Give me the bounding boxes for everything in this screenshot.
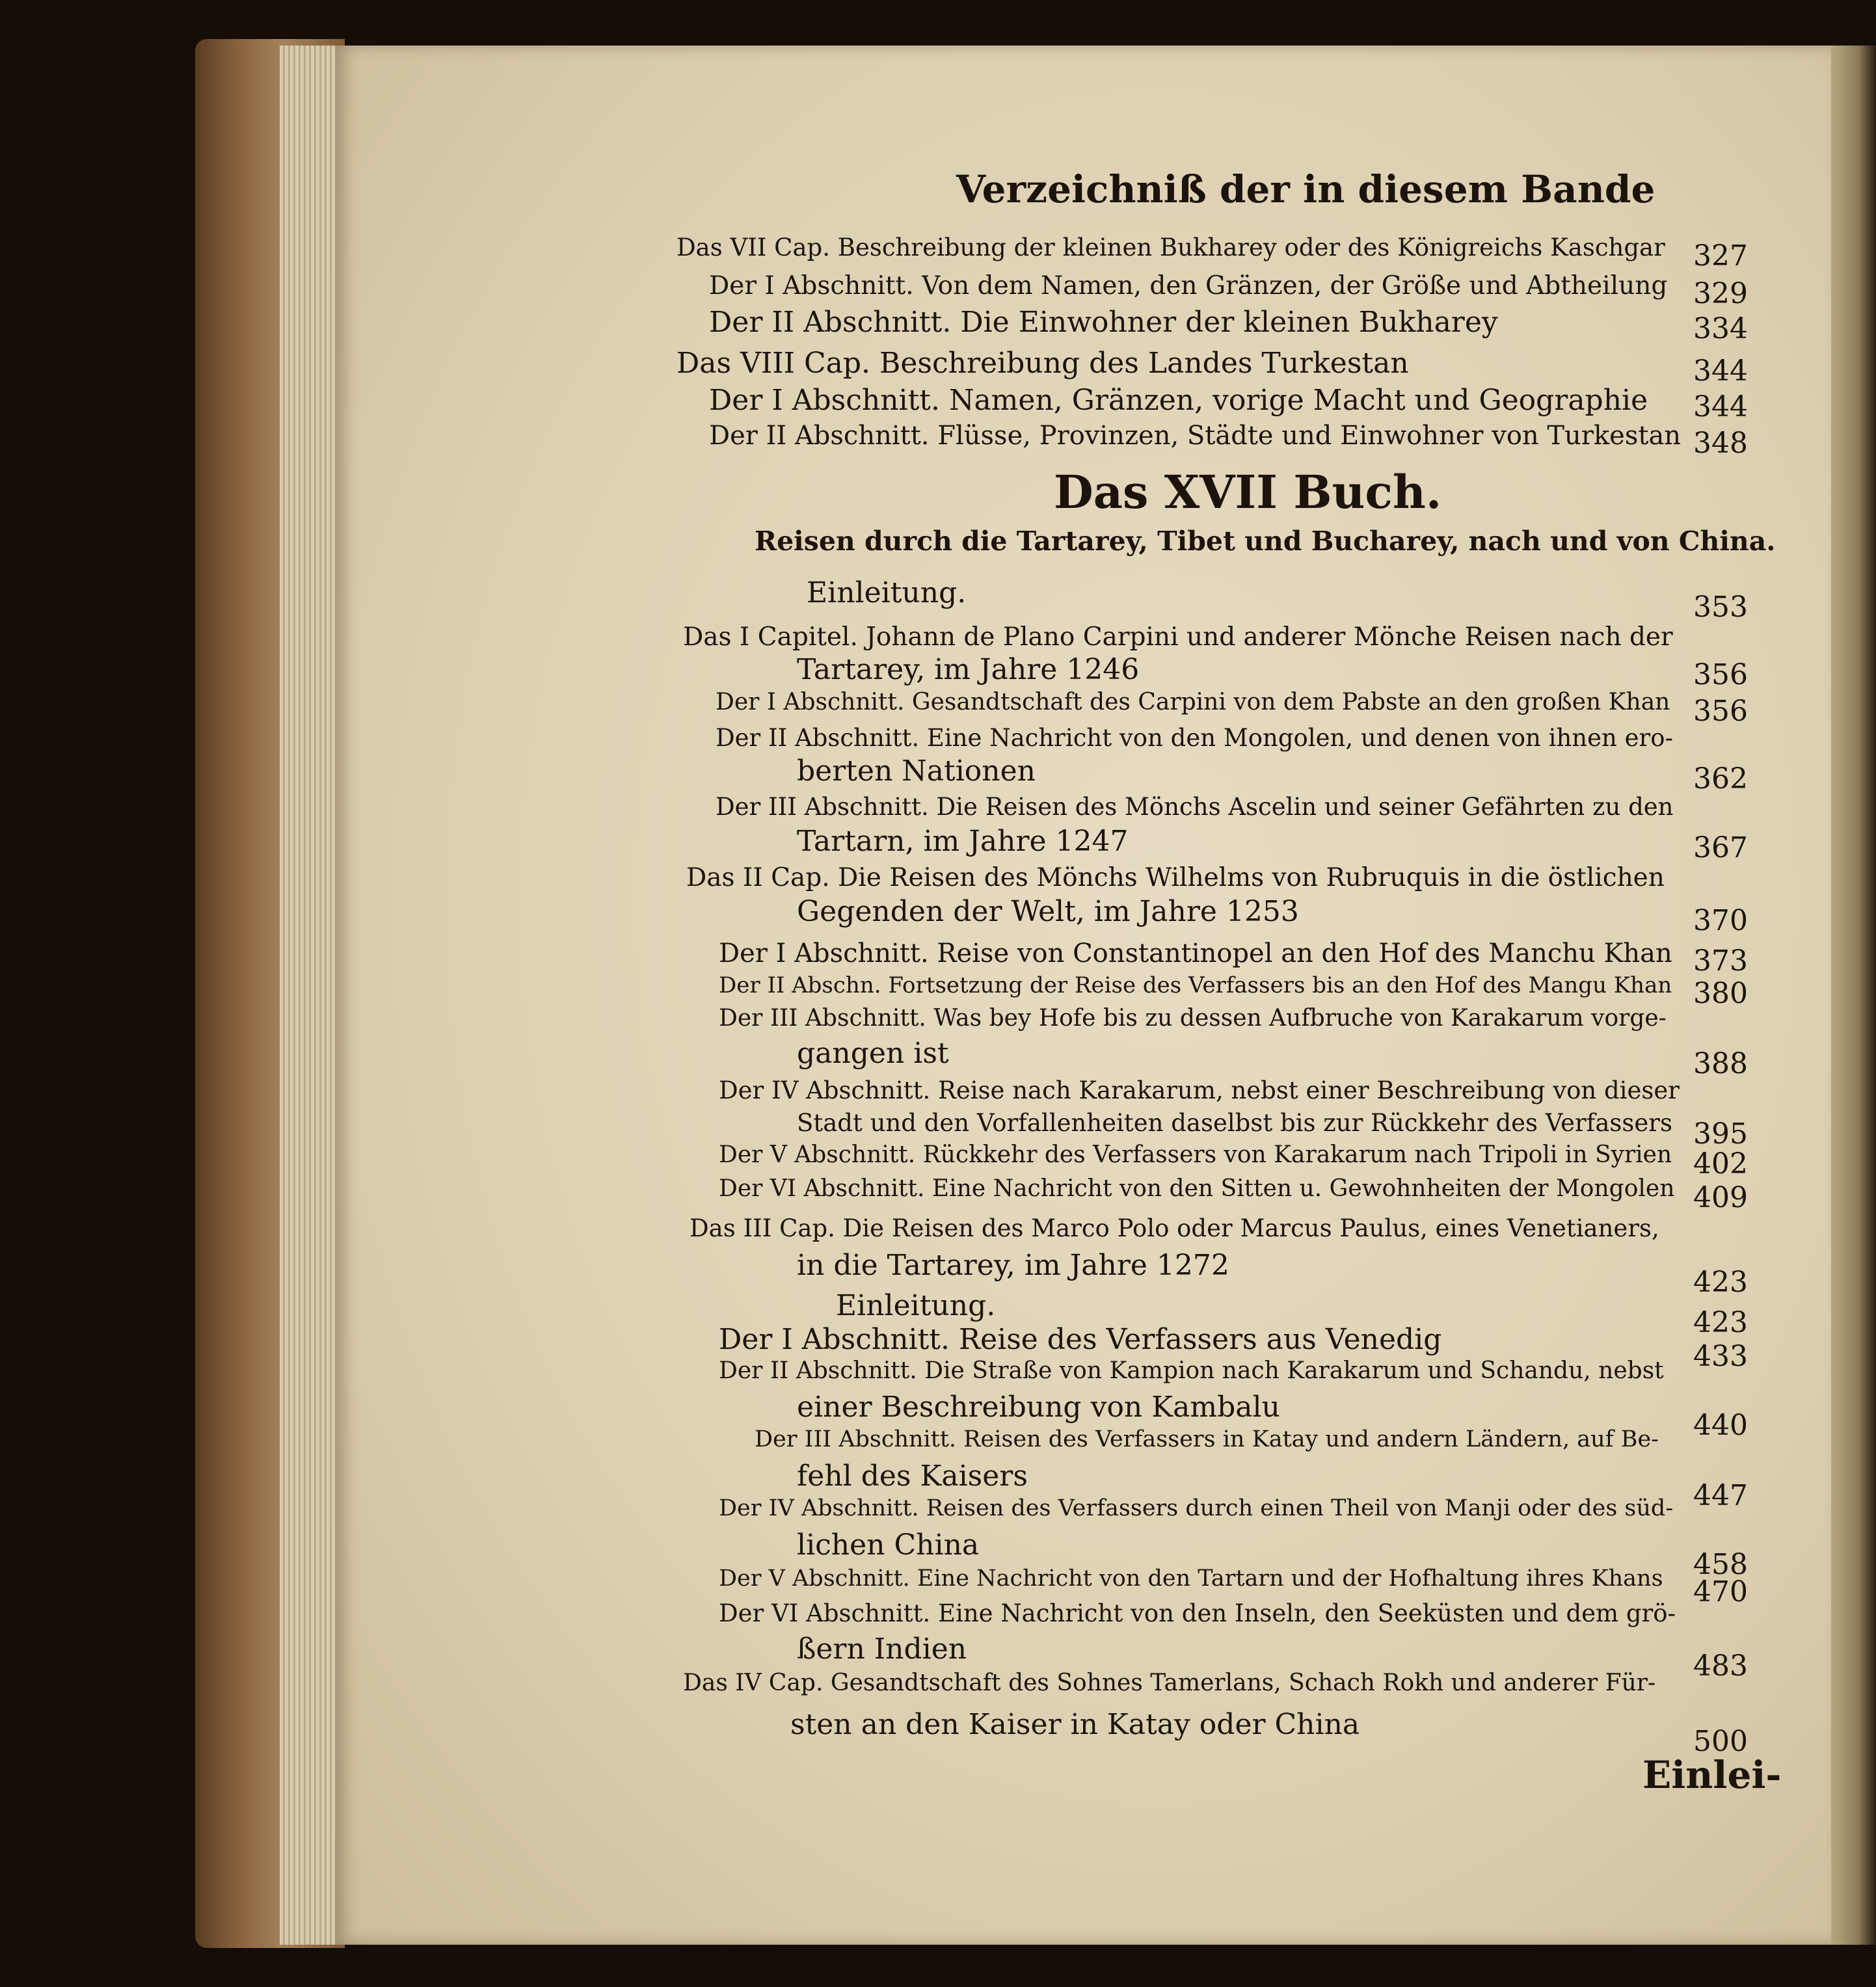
- toc-line: Stadt und den Vorfallenheiten daselbst bis zur Rückkehr des Verfassers: [797, 1109, 1672, 1137]
- toc-line: Der III Abschnitt. Reisen des Verfassers in Katay und andern Ländern, auf Be-: [755, 1426, 1659, 1452]
- toc-line: Der I Abschnitt. Gesandtschaft des Carpini von dem Pabste an den großen Khan: [716, 689, 1670, 715]
- toc-line: Der I Abschnitt. Namen, Gränzen, vorige Macht und Geographie: [709, 384, 1648, 417]
- toc-line: gangen ist: [797, 1037, 949, 1070]
- toc-line: lichen China: [797, 1528, 980, 1562]
- catchword: Einlei-: [1642, 1753, 1782, 1797]
- toc-page-number: 423: [1693, 1266, 1748, 1299]
- toc-page-number: 380: [1693, 977, 1748, 1010]
- toc-line: Das VII Cap. Beschreibung der kleinen Bukharey oder des Königreichs Kaschgar: [677, 233, 1665, 261]
- toc-line: Der V Abschnitt. Eine Nachricht von den Tartarn und der Hofhaltung ihres Khans: [719, 1566, 1663, 1592]
- toc-page-number: 356: [1693, 695, 1748, 728]
- toc-line: Der I Abschnitt. Reise des Verfassers aus Venedig: [719, 1323, 1442, 1356]
- toc-page-number: 433: [1693, 1340, 1748, 1373]
- toc-page-number: 344: [1693, 390, 1748, 423]
- toc-line: Tartarey, im Jahre 1246: [797, 653, 1140, 686]
- toc-line: Der IV Abschnitt. Reisen des Verfassers durch einen Theil von Manji oder des süd-: [719, 1495, 1674, 1521]
- book-title: Das XVII Buch.: [1054, 465, 1442, 519]
- toc-line: Gegenden der Welt, im Jahre 1253: [797, 895, 1299, 928]
- toc-page-number: 348: [1693, 427, 1748, 460]
- toc-line: Das I Capitel. Johann de Plano Carpini und anderer Mönche Reisen nach der: [683, 622, 1673, 652]
- toc-page-number: 470: [1693, 1575, 1748, 1608]
- right-page-edge: [1831, 46, 1876, 1945]
- toc-line: sten an den Kaiser in Katay oder China: [790, 1708, 1360, 1741]
- toc-page-number: 423: [1693, 1306, 1748, 1339]
- toc-page-number: 370: [1693, 904, 1748, 937]
- toc-line: in die Tartarey, im Jahre 1272: [797, 1249, 1229, 1282]
- toc-page-number: 447: [1693, 1479, 1748, 1512]
- toc-line: Einleitung.: [836, 1289, 996, 1322]
- toc-line: Der III Abschnitt. Was bey Hofe bis zu dessen Aufbruche von Karakarum vorge-: [719, 1005, 1667, 1032]
- toc-page-number: 362: [1693, 762, 1748, 795]
- toc-line: ßern Indien: [797, 1633, 967, 1666]
- toc-line: Der VI Abschnitt. Eine Nachricht von den Sitten u. Gewohnheiten der Mongolen: [719, 1175, 1675, 1202]
- toc-page-number: 356: [1693, 658, 1748, 691]
- toc-line: Der V Abschnitt. Rückkehr des Verfassers von Karakarum nach Tripoli in Syrien: [719, 1141, 1672, 1168]
- toc-page-number: 395: [1693, 1117, 1748, 1151]
- toc-line: Das II Cap. Die Reisen des Mönchs Wilhelms von Rubruquis in die östlichen: [686, 863, 1665, 892]
- toc-page-number: 388: [1693, 1047, 1748, 1080]
- toc-line: Der II Abschnitt. Flüsse, Provinzen, Städte und Einwohner von Turkestan: [709, 421, 1682, 451]
- toc-line: Einleitung.: [807, 576, 967, 609]
- toc-page-number: 334: [1693, 312, 1748, 345]
- toc-line: fehl des Kaisers: [797, 1460, 1028, 1493]
- book-subtitle: Reisen durch die Tartarey, Tibet und Bucharey, nach und von China.: [755, 526, 1776, 557]
- toc-line: Der III Abschnitt. Die Reisen des Mönchs Ascelin und seiner Gefährten zu den: [716, 793, 1674, 821]
- toc-line: Der IV Abschnitt. Reise nach Karakarum, nebst einer Beschreibung von dieser: [719, 1076, 1680, 1104]
- toc-line: einer Beschreibung von Kambalu: [797, 1391, 1280, 1424]
- toc-line: Der II Abschnitt. Die Straße von Kampion nach Karakarum und Schandu, nebst: [719, 1357, 1664, 1384]
- toc-line: Der VI Abschnitt. Eine Nachricht von den Inseln, den Seeküsten und dem grö-: [719, 1599, 1676, 1627]
- toc-page-number: 458: [1693, 1548, 1748, 1581]
- toc-page-number: 353: [1693, 591, 1748, 624]
- toc-page-number: 409: [1693, 1181, 1748, 1214]
- toc-page-number: 483: [1693, 1649, 1748, 1683]
- toc-line: berten Nationen: [797, 754, 1036, 788]
- toc-line: Der I Abschnitt. Reise von Constantinopel an den Hof des Manchu Khan: [719, 939, 1672, 968]
- toc-page-number: 329: [1693, 277, 1748, 310]
- toc-page-number: 367: [1693, 831, 1748, 864]
- running-header: Verzeichniß der in diesem Bande: [956, 167, 1655, 211]
- toc-page-number: 500: [1693, 1725, 1748, 1758]
- toc-page-number: 402: [1693, 1147, 1748, 1180]
- toc-line: Der II Abschnitt. Eine Nachricht von den Mongolen, und denen von ihnen ero-: [716, 724, 1673, 752]
- toc-line: Das VIII Cap. Beschreibung des Landes Turkestan: [677, 347, 1409, 380]
- toc-page-number: 373: [1693, 944, 1748, 978]
- toc-page-number: 344: [1693, 354, 1748, 388]
- toc-line: Der I Abschnitt. Von dem Namen, den Gränzen, der Größe und Abtheilung: [709, 271, 1668, 300]
- toc-line: Das III Cap. Die Reisen des Marco Polo oder Marcus Paulus, eines Venetianers,: [690, 1214, 1659, 1242]
- toc-line: Das IV Cap. Gesandtschaft des Sohnes Tamerlans, Schach Rokh und anderer Für-: [683, 1670, 1656, 1696]
- toc-page-number: 440: [1693, 1409, 1748, 1442]
- toc-page-number: 327: [1693, 239, 1748, 273]
- toc-line: Tartarn, im Jahre 1247: [797, 825, 1129, 858]
- toc-line: Der II Abschn. Fortsetzung der Reise des Verfassers bis an den Hof des Mangu Khan: [719, 972, 1672, 998]
- toc-line: Der II Abschnitt. Die Einwohner der kleinen Bukharey: [709, 306, 1498, 339]
